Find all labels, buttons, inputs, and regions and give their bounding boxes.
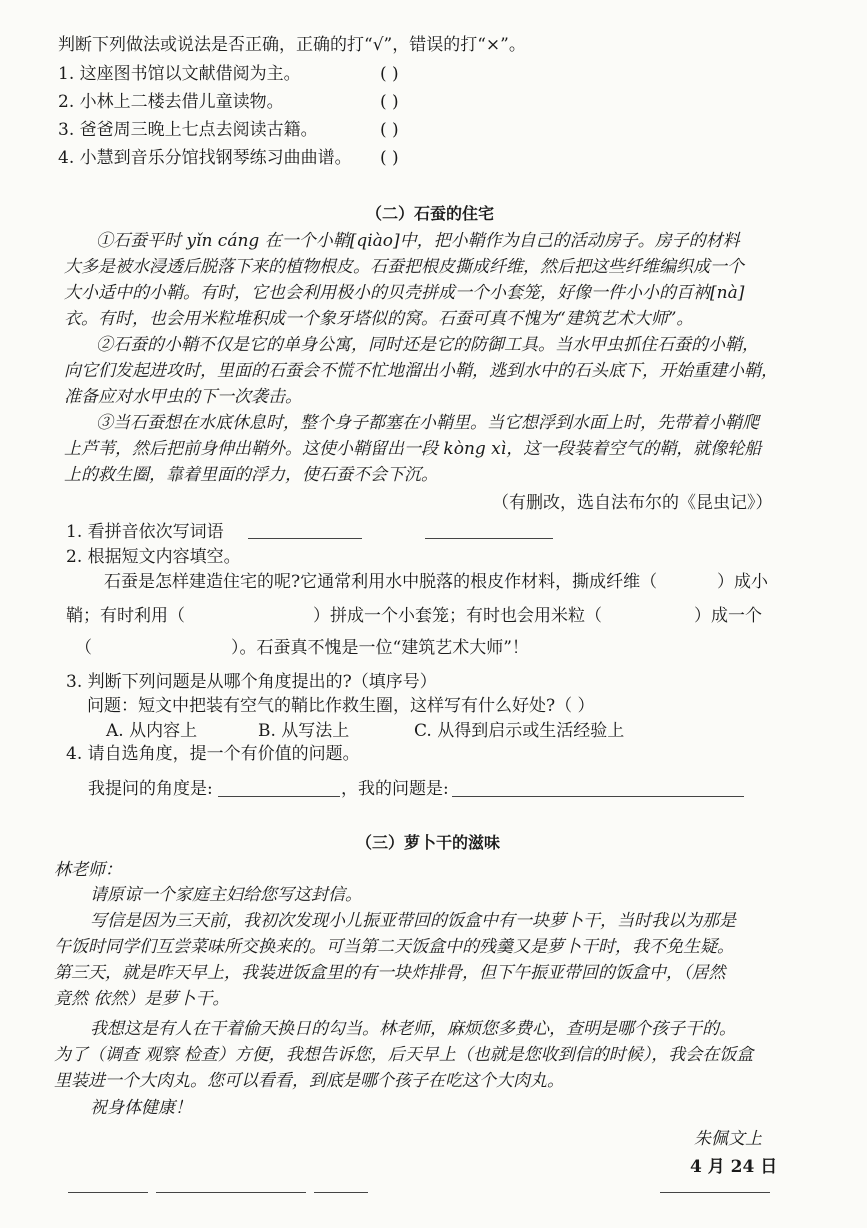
signature: 朱佩文上 bbox=[694, 1129, 762, 1149]
paragraph-line: ②石蚕的小鞘不仅是它的单身公寓，同时还是它的防御工具。当水甲虫抓住石蚕的小鞘， bbox=[96, 335, 759, 355]
question-3-text: 问题：短文中把装有空气的鞘比作救生圈，这样写有什么好处?（ ） bbox=[87, 696, 595, 716]
letter-line: 第三天，就是昨天早上，我装进饭盒里的有一块炸排骨，但下午振亚带回的饭盒中，（居然 bbox=[54, 963, 726, 983]
option-b[interactable]: B. 从写法上 bbox=[258, 721, 350, 741]
judge-item-2: 2. 小林上二楼去借儿童读物。 bbox=[58, 92, 284, 112]
question-2: 2. 根据短文内容填空。 bbox=[66, 547, 241, 567]
fill-line-2a: 鞘；有时利用（ bbox=[66, 606, 185, 626]
fill-line-2b: ）拼成一个小套笼；有时也会用米粒（ bbox=[313, 606, 602, 626]
paragraph-line: ①石蚕平时 yǐn cáng 在一个小鞘[qiào]中，把小鞘作为自己的活动房子。房子的材料 bbox=[96, 231, 740, 251]
writing-line[interactable] bbox=[314, 1192, 368, 1193]
question-blank[interactable] bbox=[452, 796, 744, 797]
letter-line: 午饭时同学们互尝菜味所交换来的。可当第二天饭盒中的残羹又是萝卜干时，我不免生疑。 bbox=[54, 937, 734, 957]
angle-label: 我提问的角度是: bbox=[88, 779, 213, 799]
instruction: 判断下列做法或说法是否正确，正确的打“√”，错误的打“×”。 bbox=[58, 35, 526, 55]
writing-line[interactable] bbox=[660, 1192, 770, 1193]
letter-line: 我想这是有人在干着偷天换日的勾当。林老师，麻烦您多费心，查明是哪个孩子干的。 bbox=[90, 1019, 736, 1039]
paragraph-line: 准备应对水甲虫的下一次袭击。 bbox=[64, 387, 302, 407]
section-title-3: （三）萝卜干的滋味 bbox=[356, 833, 501, 852]
fill-line-3b: ）。石蚕真不愧是一位“建筑艺术大师”！ bbox=[231, 638, 529, 658]
option-c[interactable]: C. 从得到启示或生活经验上 bbox=[414, 721, 625, 741]
section-title-2: （二）石蚕的住宅 bbox=[366, 204, 495, 223]
salutation: 林老师： bbox=[54, 860, 122, 880]
paragraph-line: 大小适中的小鞘。有时，它也会利用极小的贝壳拼成一个小套笼，好像一件小小的百衲[nà] bbox=[64, 283, 745, 303]
letter-line: 里装进一个大肉丸。您可以看看，到底是哪个孩子在吃这个大肉丸。 bbox=[54, 1071, 564, 1091]
question-3: 3. 判断下列问题是从哪个角度提出的?（填序号） bbox=[66, 672, 437, 692]
answer-blank[interactable] bbox=[425, 538, 553, 539]
writing-line[interactable] bbox=[68, 1192, 148, 1193]
option-a[interactable]: A. 从内容上 bbox=[106, 721, 198, 741]
answer-paren-2[interactable]: ( ) bbox=[380, 92, 399, 112]
paragraph-line: 上芦苇，然后把前身伸出鞘外。这使小鞘留出一段 kòng xì，这一段装着空气的鞘，就像轮船 bbox=[64, 439, 762, 459]
judge-item-1: 1. 这座图书馆以文献借阅为主。 bbox=[58, 64, 301, 84]
answer-paren-3[interactable]: ( ) bbox=[380, 120, 399, 140]
paragraph-line: 衣。有时，也会用米粒堆积成一个象牙塔似的窝。石蚕可真不愧为“建筑艺术大师”。 bbox=[64, 309, 694, 329]
paragraph-line: 向它们发起进攻时，里面的石蚕会不慌不忙地溜出小鞘，逃到水中的石头底下，开始重建小鞘， bbox=[64, 361, 778, 381]
fill-line-1b: ）成小 bbox=[717, 572, 768, 592]
letter-line: 竟然 依然）是萝卜干。 bbox=[54, 989, 230, 1009]
fill-line-3a: （ bbox=[75, 638, 92, 658]
source-note: （有删改，选自法布尔的《昆虫记》） bbox=[492, 493, 773, 513]
question-4: 4. 请自选角度，提一个有价值的问题。 bbox=[66, 744, 360, 764]
my-question-label: ，我的问题是: bbox=[341, 779, 449, 799]
angle-blank[interactable] bbox=[218, 796, 340, 797]
answer-paren-1[interactable]: ( ) bbox=[380, 64, 399, 84]
paragraph-line: ③当石蚕想在水底休息时，整个身子都塞在小鞘里。当它想浮到水面上时，先带着小鞘爬 bbox=[96, 413, 759, 433]
judge-item-3: 3. 爸爸周三晚上七点去阅读古籍。 bbox=[58, 120, 318, 140]
letter-line: 写信是因为三天前，我初次发现小儿振亚带回的饭盒中有一块萝卜干，当时我以为那是 bbox=[90, 911, 736, 931]
letter-line: 请原谅一个家庭主妇给您写这封信。 bbox=[90, 885, 362, 905]
writing-line[interactable] bbox=[156, 1192, 306, 1193]
fill-line-2c: ）成一个 bbox=[694, 606, 762, 626]
answer-paren-4[interactable]: ( ) bbox=[380, 148, 399, 168]
letter-date: 4 月 24 日 bbox=[690, 1157, 778, 1177]
paragraph-line: 上的救生圈，靠着里面的浮力，使石蚕不会下沉。 bbox=[64, 465, 438, 485]
closing: 祝身体健康！ bbox=[90, 1098, 192, 1118]
paragraph-line: 大多是被水浸透后脱落下来的植物根皮。石蚕把根皮撕成纤维，然后把这些纤维编织成一个 bbox=[64, 257, 744, 277]
fill-line-1a: 石蚕是怎样建造住宅的呢?它通常利用水中脱落的根皮作材料，撕成纤维（ bbox=[104, 572, 658, 592]
question-1: 1. 看拼音依次写词语 bbox=[66, 522, 224, 542]
letter-line: 为了（调查 观察 检查）方便，我想告诉您，后天早上（也就是您收到信的时候），我会在饭盒 bbox=[54, 1045, 754, 1065]
judge-item-4: 4. 小慧到音乐分馆找钢琴练习曲曲谱。 bbox=[58, 148, 352, 168]
answer-blank[interactable] bbox=[248, 538, 362, 539]
